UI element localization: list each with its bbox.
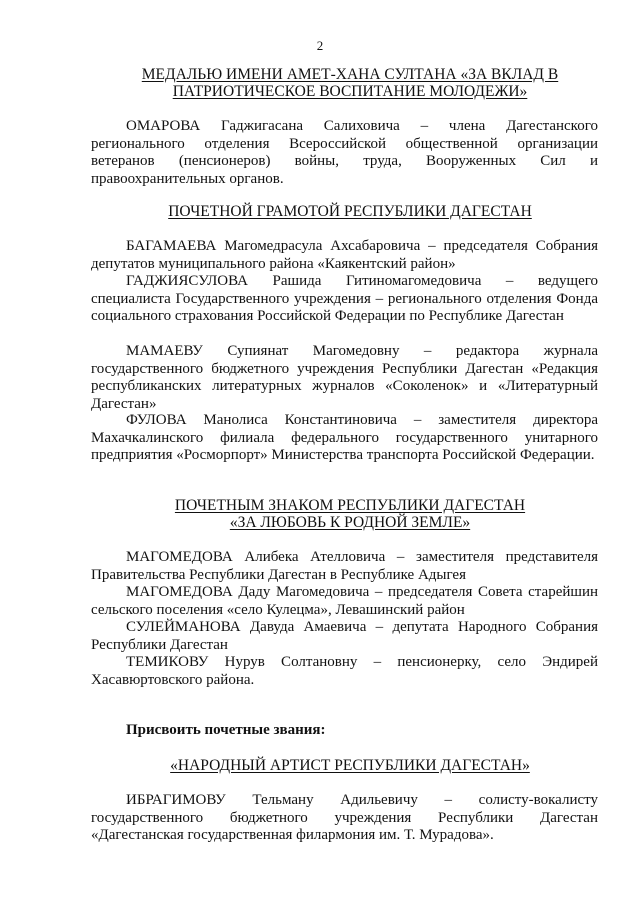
award-entry: ТЕМИКОВУ Нурув Солтановну – пенсионерку, село Эндирей Хасавюртовского района. (91, 654, 598, 688)
heading-line: «ЗА ЛЮБОВЬ К РОДНОЙ ЗЕМЛЕ» (229, 514, 471, 531)
award-entry: МАМАЕВУ Супиянат Магомедовну – редактора журнала государственного бюджетного учреждения Республики Дагестан «Редакция республиканских литературных журналов «Соколенок» и «Литературный Дагестан» (91, 343, 598, 412)
award-entry: ФУЛОВА Манолиса Константиновича – заместителя директора Махачкалинского филиала федерального государственного унитарного предприятия «Росморпорт» Министерства транспорта Российской Федерации. (91, 412, 598, 464)
award-entry: СУЛЕЙМАНОВА Давуда Амаевича – депутата Народного Собрания Республики Дагестан (91, 619, 598, 653)
section-heading-gramota (60, 203, 640, 220)
award-entry: ОМАРОВА Гаджигасана Салиховича – члена Дагестанского регионального отделения Всероссийской общественной организации ветеранов (пенсионеров) войны, труда, Вооруженных Сил и правоохранительных органов. (91, 118, 598, 187)
heading-line: ПАТРИОТИЧЕСКОЕ ВОСПИТАНИЕ МОЛОДЕЖИ» (172, 83, 528, 100)
section-heading-medal (60, 66, 640, 100)
award-entry: МАГОМЕДОВА Алибека Ателловича – заместителя представителя Правительства Республики Дагестан в Республике Адыгея (91, 549, 598, 583)
award-entry: БАГАМАЕВА Магомедрасула Ахсабаровича – председателя Собрания депутатов муниципального района «Каякентский район» (91, 238, 598, 272)
section-heading-znak (60, 497, 640, 531)
heading-line: МЕДАЛЬЮ ИМЕНИ АМЕТ-ХАНА СУЛТАНА «ЗА ВКЛАД В (141, 66, 559, 83)
award-entry: ГАДЖИЯСУЛОВА Рашида Гитиномагомедовича – ведущего специалиста Государственного учреждения – регионального отделения Фонда социального страхования Российской Федерации по Республике Дагестан (91, 273, 598, 325)
award-entry: МАГОМЕДОВА Даду Магомедовича – председателя Совета старейшин сельского поселения «село Кулецма», Левашинский район (91, 584, 598, 618)
heading-line: ПОЧЕТНЫМ ЗНАКОМ РЕСПУБЛИКИ ДАГЕСТАН (174, 497, 526, 514)
section-heading-artist (60, 757, 640, 774)
award-entry: ИБРАГИМОВУ Тельману Адильевичу – солисту-вокалисту государственного бюджетного учреждения Республики Дагестан «Дагестанская государственная филармония им. Т. Мурадова». (91, 792, 598, 844)
page-number: 2 (316, 38, 324, 53)
heading-line: «НАРОДНЫЙ АРТИСТ РЕСПУБЛИКИ ДАГЕСТАН» (170, 757, 530, 774)
heading-line: ПОЧЕТНОЙ ГРАМОТОЙ РЕСПУБЛИКИ ДАГЕСТАН (168, 203, 532, 220)
assign-titles-heading: Присвоить почетные звания: (126, 722, 326, 738)
